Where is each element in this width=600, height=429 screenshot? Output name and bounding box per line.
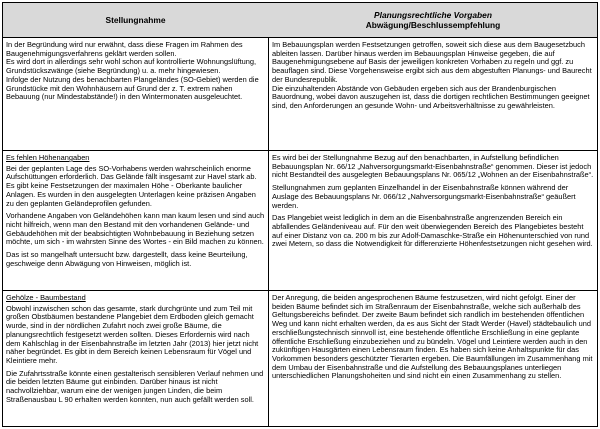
paragraph: Es wird dort in allerdings sehr wohl schon auf kontrollierte Wohnungslüftung, Grundstückszwänge (siehe Begründung) u. a. mehr hingewiesen. xyxy=(6,57,257,76)
header-abwaegung xyxy=(269,3,597,37)
row1-statement xyxy=(6,41,265,102)
table-row xyxy=(3,151,597,291)
paragraph: Das ist so mangelhaft untersucht bzw. dargestellt, dass keine Beurteilung, geschweige denn Abwägung von Hinweisen, möglich ist. xyxy=(6,250,248,268)
paragraph: Stellungnahmen zum geplanten Einzelhandel in der Eisenbahnstraße können während der Auslage des Bebauungsplans Nr. 066/12 „Nahversorgungsmarkt-Eisenbahnstraße“ geäußert werden. xyxy=(272,183,576,210)
header-right-line2: Abwägung/Beschlussempfehlung xyxy=(365,20,501,30)
paragraph: Die Zufahrtsstraße könnte einen gestalterisch sensibleren Verlauf nehmen und die beiden letzten Bäume gut einbinden. Darüber hinaus ist nicht nachvollziehbar, warum eine der wenigen jungen Linden, die beim Straßenausbau L 90 erhalten werden konnten, nun auch gefällt werden soll. xyxy=(6,368,264,404)
table-header xyxy=(3,3,597,38)
paragraph: Im Bebauungsplan werden Festsetzungen getroffen, soweit sich diese aus dem Baugesetzbuch ableiten lassen. Darüber hinaus werden im Bebauungsplan Hinweise gegeben, die auf Baugenehmigungsebene auf Basis der jeweiligen konkreten Vorhaben zu regeln und ggf. zu beauflagen sind. Diese Vorgehensweise ergibt sich aus dem abgestuften Planungs- und Baurecht der Bundesrepublik. xyxy=(272,40,592,84)
table-row xyxy=(3,291,597,426)
paragraph: Der Anregung, die beiden angesprochenen Bäume festzusetzen, wird nicht gefolgt. Einer der beiden Bäume befindet sich im Straßenraum der Eisenbahnstraße, welche sich außerhalb des Geltungsbereichs befindet. Der zweite Baum befindet sich randlich im bestehenden öffentlichen Weg und kann nicht erhalten werden, da es aus Sicht der Stadt Werder (Havel) städtebaulich und erschließungstechnisch sinnvoll ist, eine bestehende öffentliche Erschließung in eine geplante öffentliche Erschließung einzubeziehen und zu bündeln. Vögel und Leintiere werden auch in den zukünftigen Hausgärten einen Lebensraum finden. Es haben sich keine Anhaltspunkte für das Vorkommen besonders geschützter Tierarten ergeben. Die Baumfällungen im Zusammenhang mit dem Umbau der Eisenbahnstraße und die Aufstellung des Bebauungsplanes unterliegen unterschiedlichen Planungshoheiten und sind nicht ein einen Zusammenhang zu stellen. xyxy=(272,293,593,381)
paragraph: Infolge der Nutzung des benachbarten Plangeländes (SO-Gebiet) werden die Grundstücke mit den Wohnhäusern auf Grund der z. T. extrem nahen Bebauung (nur Mindestabstände!) in den Wintermonaten ausgeleuchtet. xyxy=(6,74,259,102)
row2-response xyxy=(272,154,594,253)
paragraph: Bei der geplanten Lage des SO-Vorhabens werden wahrscheinlich enorme Aufschüttungen erforderlich. Das Gelände fällt insgesamt zur Havel stark ab. Es gibt keine Festsetzungen der maximalen Höhe - Oberkante baulicher Anlagen. Es wurden in den ausgelegten Unterlagen keine präzisen Angaben zu den geplanten Geländeprofilen gefunden. xyxy=(6,163,257,208)
paragraph: Es wird bei der Stellungnahme Bezug auf den benachbarten, in Aufstellung befindlichen Bebauungsplan Nr. 66/12 „Nahversorgungsmarkt-Eisenbahnstraße“ genommen. Dieser ist jedoch nicht Bestandteil des ausgelegten Bebauungsplans Nr. 065/12 „Wohnen an der Eisenbahnstraße“. xyxy=(272,153,594,180)
row1-response xyxy=(272,41,594,111)
paragraph: Vorhandene Angaben von Geländehöhen kann man kaum lesen und sind auch nicht hilfreich, wenn man den Bestand mit den vorhandenen Gelände- und Gebäudehöhen mit der beabsichtigten Wohnbebauung in Beziehung setzen möchte, um sich - im wahrsten Sinne des Wortes - ein Bild machen zu können. xyxy=(6,211,265,247)
statement-table xyxy=(2,2,598,427)
row2-statement xyxy=(6,154,265,272)
table-row xyxy=(3,38,597,151)
header-stellungnahme: Stellungnahme xyxy=(105,15,166,25)
row3-response xyxy=(272,294,594,381)
row3-statement xyxy=(6,294,265,404)
section-heading: Gehölze - Baumbestand xyxy=(6,293,86,302)
header-right-line1: Planungsrechtliche Vorgaben xyxy=(374,10,492,20)
paragraph: Die einzuhaltenden Abstände von Gebäuden ergeben sich aus der Brandenburgischen Bauordnung, wobei davon auszugehen ist, dass die dortigen rechtlichen Bestimmungen geeignet sind, den Anforderungen an gesunde Wohn- und Arbeitsverhältnisse zu gewährleisten. xyxy=(272,83,590,110)
paragraph: Obwohl inzwischen schon das gesamte, stark durchgrünte und zum Teil mit großen Obstbäumen bestandene Plangebiet dem Erdboden gleich gemacht wurde, sind in der nördlichen Zufahrt noch zwei große Bäume, die planungsrechtlich festgesetzt werden sollten. Dieses Erfordernis wird nach dem Kahlschlag in der Eisenbahnstraße im letzten Jahr (2013) hier jetzt nicht näher begründet. Es gibt in dem Bereich keinen Lebensraum für Vögel und Kleintiere mehr. xyxy=(6,303,259,365)
paragraph: In der Begründung wird nur erwähnt, dass diese Fragen im Rahmen des Baugenehmigungsverfahrens geklärt werden sollen. xyxy=(6,40,243,58)
paragraph: Das Plangebiet weist lediglich in dem an die Eisenbahnstraße angrenzenden Bereich ein abfallendes Geländeniveau auf. Für den weit überwiegenden Bereich des Plangebietes besteht auf einer Distanz von ca. 200 m bis zur Adolf-Damaschke-Straße ein Höhenunterschied von rund zwei Metern, so dass die Notwendigkeit für differenzierte Höhenfestsetzungen nicht gesehen wird. xyxy=(272,213,593,249)
section-heading: Es fehlen Höhenangaben xyxy=(6,153,90,162)
